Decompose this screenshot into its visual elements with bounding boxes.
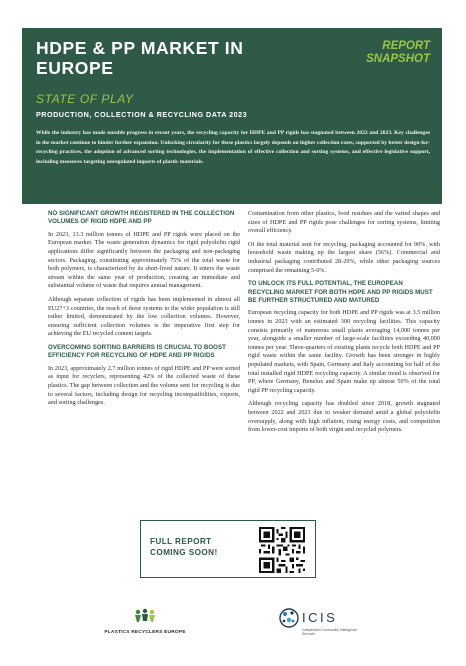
report-snapshot-badge: REPORT SNAPSHOT [366,40,430,65]
section-heading-sorting: OVERCOMING SORTING BARRIERS IS CRUCIAL TO BOOST EFFICIENCY FOR RECYCLING OF HDPE AND PP RIGIDS [48,343,226,360]
section-heading-market: TO UNLOCK ITS FULL POTENTIAL, THE EUROPEAN RECYCLING MARKET FOR BOTH HDPE AND PP RIGIDS MUST BE FURTHER STRUCTURED AND MATURED [248,280,433,304]
full-report-box [140,520,316,578]
paragraph: In 2023, 13.3 million tonnes of HDPE and PP rigids were placed on the European market. The waste generation dynamics for rigid polyolefin rigid applications differ significantly between the packaging and non-packaging sectors. Packaging, constituting approximately 75% of the total waste for both polymers, is characterized by its short-lived nature. It enters the waste stream within the same year of production, creating an immediate and substantial volume of waste that requires annual management. [48,230,240,290]
paragraph: In 2023, approximately 2.7 million tonnes of rigid HDPE and PP were sorted as input for recyclers, representing 42% of the collected waste of these plastics. The gap between collection and the volume sent for recycling is due to several factors, including design for recycling incompatibilities, exports, and sorting challenges. [48,364,240,407]
report-subtitle: STATE OF PLAY [36,92,134,106]
recycling-figures-icon [130,608,160,628]
report-subtitle-data: PRODUCTION, COLLECTION & RECYCLING DATA 2023 [36,110,248,119]
plastics-recyclers-europe-logo [100,608,190,648]
section-heading-collection: NO SIGNIFICANT GROWTH REGISTERED IN THE COLLECTION VOLUMES OF RIGID HDPE AND PP [48,210,235,226]
full-report-label: FULL REPORT COMING SOON! [150,537,218,557]
icis-mark-icon [278,606,300,630]
left-column [48,210,240,413]
pre-logo-text: PLASTICS RECYCLERS EUROPE [104,630,186,635]
icis-tagline: Independent Commodity Intelligence Services [302,628,358,637]
paragraph: Contamination from other plastics, food residues and the varied shapes and sizes of HDPE and PP rigids pose challenges for sorting systems, limiting overall efficiency. [248,210,440,235]
paragraph: European recycling capacity for both HDPE and PP rigids was at 3.5 million tonnes in 2023 with an estimated 300 recycling facilities. This capacity consists primarily of numerous small plants averaging 14,000 tonnes per year, alongside a smaller number of large-scale facilities exceeding 40,000 tonnes per year. Three-quarters of existing plants recycle both HDPE and PP rigid waste within the same facility. Growth has been stronger in highly populated markets, with Spain, Germany and Italy accounting for half of the total installed rigid HDPE recycling capacity. A similar trend is observed for PP, where Germany, Benelux and Spain make up almost 50% of the total rigid PP recycling capacity. [248,309,440,394]
report-title: HDPE & PP MARKET IN EUROPE [36,38,244,78]
icis-logo [278,606,368,650]
intro-paragraph: While the industry has made notable progress in recent years, the recycling capacity for HDPE and PP rigids has stagnated between 2022 and 2023. Key challenges in the market continue to hinder further expansion. Unlocking circularity for these plastics largely depends on higher collection rates, supported by better design-for-recycling practices, the adoption of advanced sorting technologies, the implementation of effective collection and sorting systems, and effective legislative support, including measures targeting unregulated imports of plastic materials. [36,130,430,165]
header-banner [22,28,442,204]
icis-wordmark: ICIS [302,610,338,625]
paragraph: Of the total material sent for recycling, packaging accounted for 90%, with household waste making up the largest share (56%). Commercial and industrial packaging contributed 28-29%, while other packaging sources comprised the remaining 5-6%. [248,240,440,274]
paragraph: Although recycling capacity has doubled since 2018, growth stagnated between 2022 and 2023 due to weaker demand amid a global polyolefin oversupply, along with high inflation, rising energy costs, and competition from lower-cost imports of both virgin and recycled polymers. [248,400,440,434]
right-column [248,210,440,440]
paragraph: Although separate collection of rigids has been implemented in almost all EU27+3 countries, the reach of these systems to the wider population is still rather limited, demonstrated by the low collection volumes. However, ensuring sufficient collection volumes is the imperative first step for achieving the EU recycled content targets. [48,295,240,338]
qr-code-icon[interactable] [259,527,305,573]
